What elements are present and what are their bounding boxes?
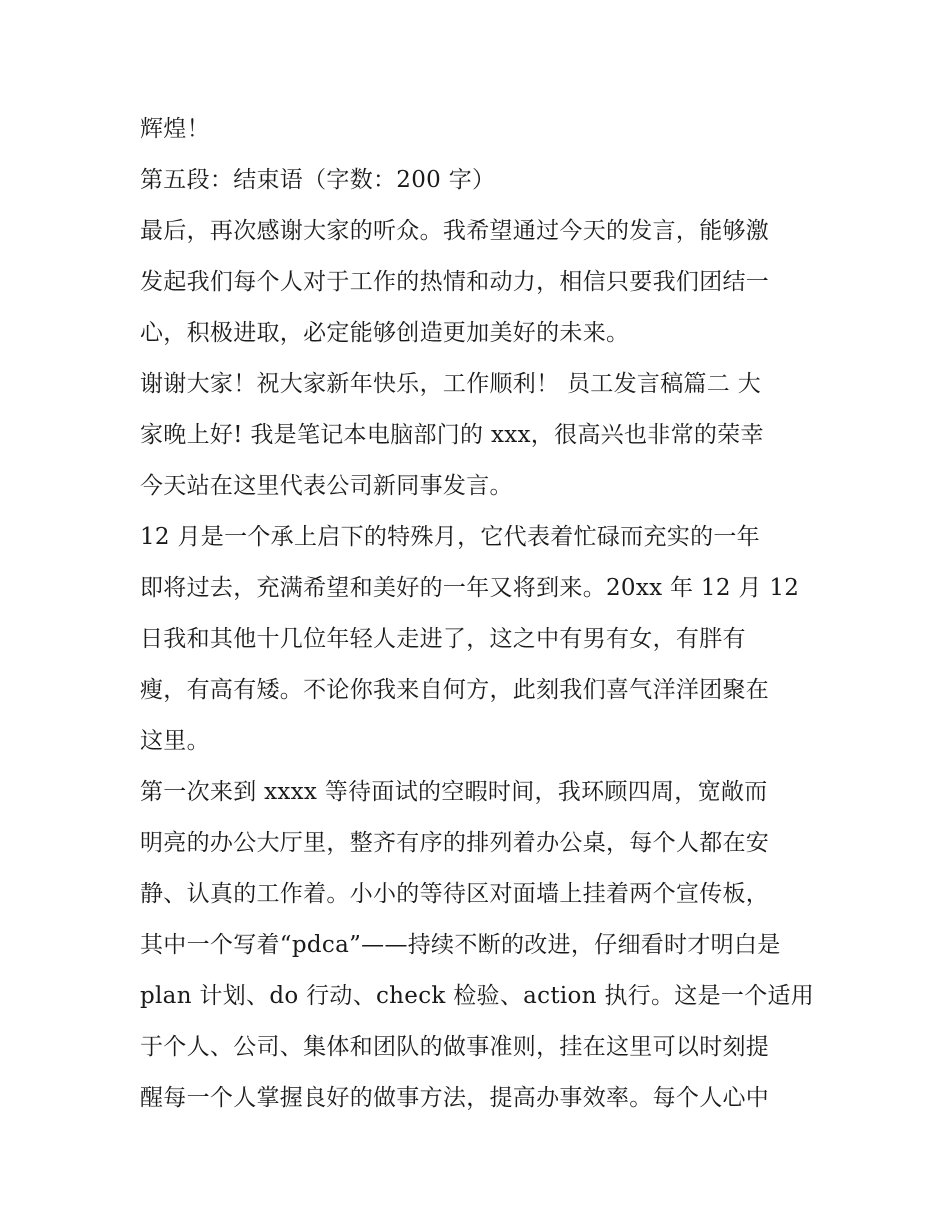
section-heading: 第五段：结束语（字数：200 字） bbox=[140, 167, 496, 193]
text-line: 家晚上好! 我是笔记本电脑部门的 xxx，很高兴也非常的荣幸 bbox=[140, 422, 764, 448]
text-line: 这里。 bbox=[140, 728, 210, 754]
text-line: 醒每一个人掌握良好的做事方法，提高办事效率。每个人心中 bbox=[140, 1085, 770, 1111]
text-line: 瘦，有高有矮。不论你我来自何方，此刻我们喜气洋洋团聚在 bbox=[140, 677, 770, 703]
text-line: 即将过去，充满希望和美好的一年又将到来。20xx 年 12 月 12 bbox=[140, 575, 800, 601]
text-line: 辉煌！ bbox=[140, 116, 210, 142]
text-line: 其中一个写着“pdca”——持续不断的改进，仔细看时才明白是 bbox=[140, 932, 781, 958]
text-line: plan 计划、do 行动、check 检验、action 执行。这是一个适用 bbox=[140, 983, 815, 1009]
text-line: 发起我们每个人对于工作的热情和动力，相信只要我们团结一 bbox=[140, 269, 770, 295]
document-body bbox=[140, 104, 815, 1124]
text-line: 12 月是一个承上启下的特殊月，它代表着忙碌而充实的一年 bbox=[140, 524, 760, 550]
text-line: 静、认真的工作着。小小的等待区对面墙上挂着两个宣传板， bbox=[140, 881, 770, 907]
text-line: 日我和其他十几位年轻人走进了，这之中有男有女，有胖有 bbox=[140, 626, 746, 652]
text-line: 明亮的办公大厅里，整齐有序的排列着办公桌，每个人都在安 bbox=[140, 830, 770, 856]
text-line: 心，积极进取，必定能够创造更加美好的未来。 bbox=[140, 320, 630, 346]
text-line: 最后，再次感谢大家的听众。我希望通过今天的发言，能够激 bbox=[140, 218, 770, 244]
text-line: 谢谢大家！祝大家新年快乐，工作顺利！ 员工发言稿篇二 大 bbox=[140, 371, 762, 397]
text-line: 今天站在这里代表公司新同事发言。 bbox=[140, 473, 513, 499]
text-line: 第一次来到 xxxx 等待面试的空暇时间，我环顾四周，宽敞而 bbox=[140, 779, 768, 805]
text-line: 于个人、公司、集体和团队的做事准则，挂在这里可以时刻提 bbox=[140, 1034, 770, 1060]
